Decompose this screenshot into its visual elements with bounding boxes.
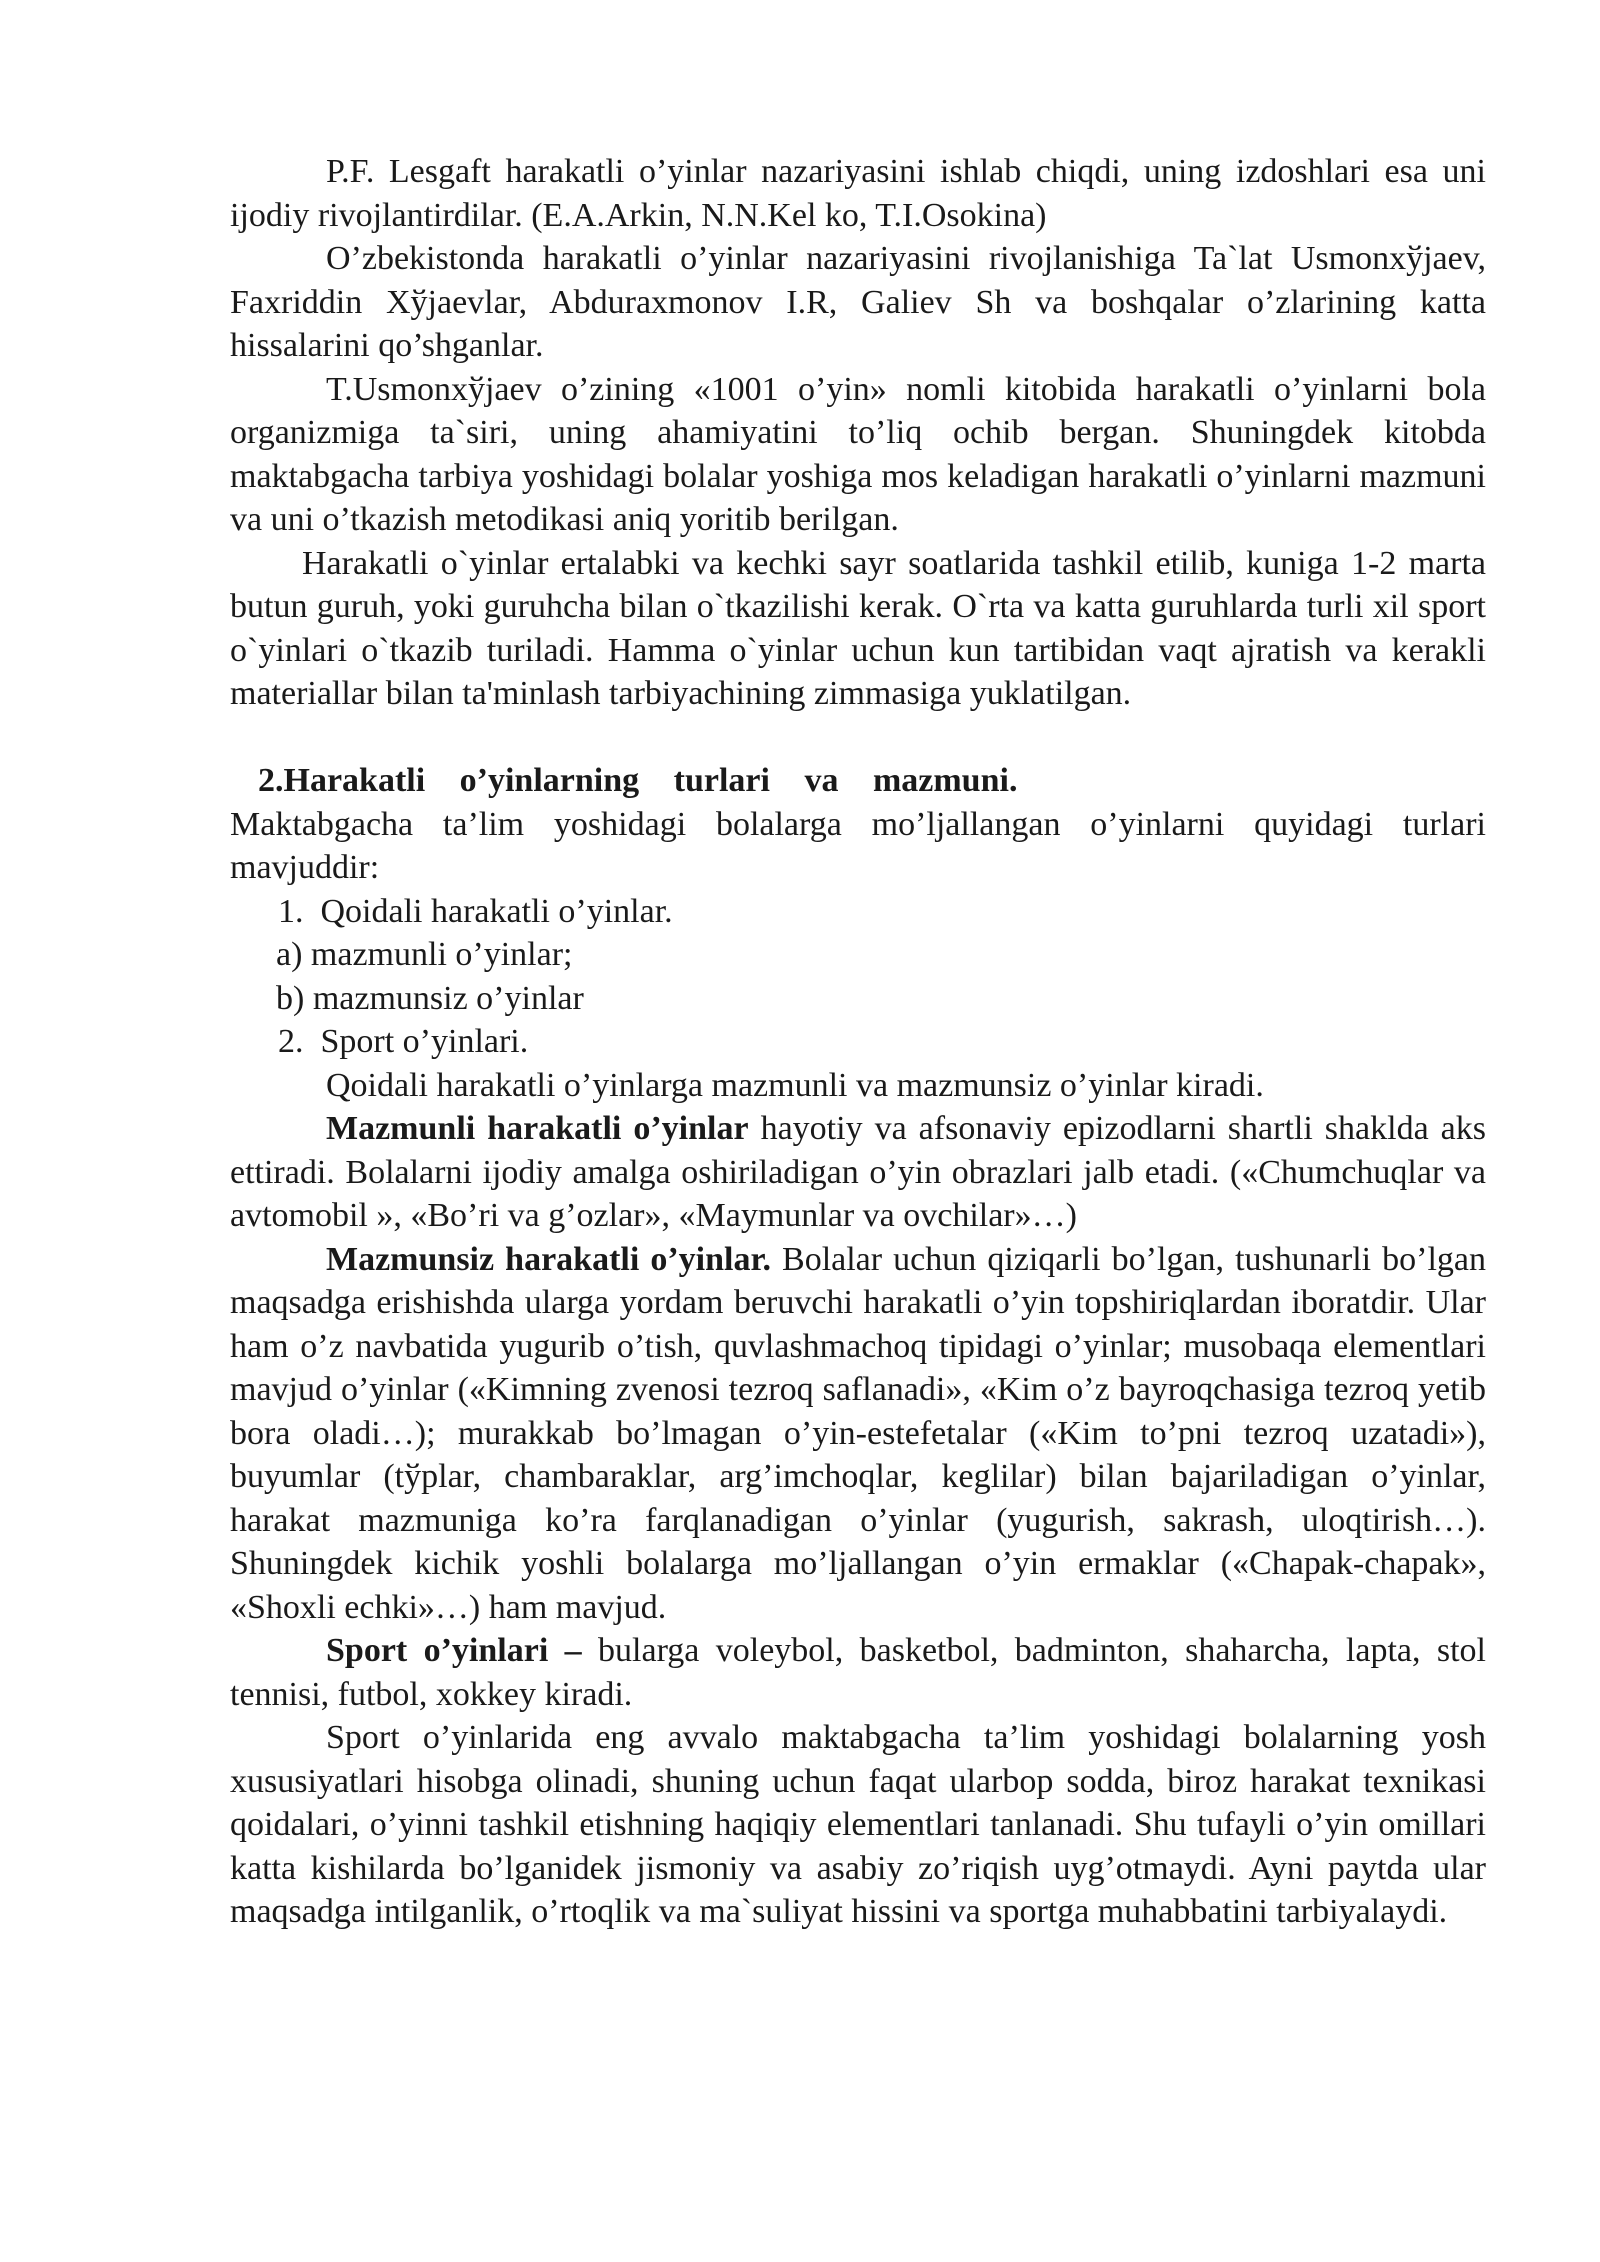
blank-line [230, 716, 1486, 760]
list-text: Qoidali harakatli o’yinlar. [320, 892, 673, 930]
paragraph-usmonxojaev-book: T.Usmonxўjaev o’zining «1001 o’yin» nomli kitobida harakatli o’yinlarni bola organizmiga ta`siri, uning ahamiyatini to’liq ochib bergan. Shuningdek kitobda maktabgacha tarbiya yoshidagi bolalar yoshiga mos keladigan harakatli o’yinlarni mazmuni va uni o’tkazish metodikasi aniq yoritib berilgan. [230, 370, 1486, 538]
list-marker: 2. [278, 1023, 304, 1060]
paragraph-mazmunsiz [230, 1238, 1486, 1630]
paragraph-qoidali: Qoidali harakatli o’yinlarga mazmunli va mazmunsiz o’yinlar kiradi. [326, 1066, 1264, 1104]
mazmunli-text: hayotiy va afsonaviy epizodlarni shartli shakldа aks ettiradi. Bolalarni ijodiy amalga oshiriladigan o’yin obrazlari jalb etadi. («Chumchuqlar va avtomobil », «Bo’ri va g’ozlar», «Maymunlar va ovchilar»…) [230, 1110, 1486, 1234]
list-text: mazmunsiz o’yinlar [312, 979, 584, 1017]
paragraph-sport-features: Sport o’yinlarida eng avvalo maktabgacha ta’lim yoshidagi bolalarning yosh xususiyatlari hisobga olinadi, shuning uchun faqat ularbop sodda, biroz harakat texnikasi qoidalari, o’yinni tashkil etishning haqiqiy elementlari tanlanadi. Shu tufayli o’yin omillari katta kishilarda bo’lganidek jismoniy va asabiy zo’riqish uyg’otmaydi. Ayni paytda ular maqsadga intilganlik, o’rtoqlik va ma`suliyat hissini va sportga muhabbatini tarbiyalaydi. [230, 1719, 1486, 1930]
list-item [230, 1020, 1486, 1064]
paragraph-sport [230, 1629, 1486, 1716]
paragraph-mazmunli [230, 1107, 1486, 1238]
section-intro: Maktabgacha ta’lim yoshidagi bolalarga mo’ljallangan o’yinlarni quyidagi turlari mavjuddir: [230, 805, 1486, 886]
paragraph-lesgaft: P.F. Lesgaft harakatli o’yinlar nazariyasini ishlab chiqdi, uning izdoshlari esa uni ijodiy rivojlantirdilar. (E.A.Arkin, N.N.Kel ko, T.I.Osokina) [230, 153, 1486, 234]
term-mazmunli: Mazmunli harakatli o’yinlar [326, 1110, 749, 1147]
list-marker: a) [276, 936, 303, 973]
list-item [230, 933, 1486, 977]
list-text: mazmunli o’yinlar; [310, 936, 573, 973]
term-mazmunsiz: Mazmunsiz harakatli o’yinlar. [326, 1240, 771, 1278]
paragraph-uzbekistan-theory: O’zbekistonda harakatli o’yinlar nazariyasini rivojlanishiga Ta`lat Usmonxўjaev, Faxriddin Xўjaevlar, Abduraxmonov I.R, Galiev Sh va boshqalar o’zlarining katta hissalarini qo’shganlar. [230, 240, 1486, 364]
term-sport: Sport o’yinlari – [326, 1632, 582, 1669]
list-marker: 1. [278, 892, 304, 930]
list-text: Sport o’yinlari. [320, 1023, 529, 1060]
sport-text: bularga voleybol, basketbol, badminton, shaharcha, lapta, stol tennisi, futbol, xokkey kiradi. [230, 1632, 1486, 1713]
list-item [230, 890, 1486, 934]
section-heading: 2.Harakatli o’yinlarning turlari va mazmuni. [258, 762, 1018, 799]
document-page [230, 150, 1486, 1934]
paragraph-daily-games: Harakatli o`yinlar ertalabki va kechki sayr soatlarida tashkil etilib, kuniga 1-2 marta butun guruh, yoki guruhcha bilan o`tkazilishi kerak. O`rta va katta guruhlarda turli xil sport o`yinlari o`tkazib turiladi. Hamma o`yinlar uchun kun tartibidan vaqt ajratish va kerakli materiallar bilan ta'minlash tarbiyachining zimmasiga yuklatilgan. [230, 544, 1486, 712]
mazmunsiz-text: Bolalar uchun qiziqarli bo’lgan, tushunarli bo’lgan maqsadga erishishda ularga yordam beruvchi harakatli o’yin topshiriqlardan iboratdir. Ular ham o’z navbatida yugurib o’tish, quvlashmachoq tipidagi o’yinlar; musobaqa elementlari mavjud o’yinlar («Kimning zvenosi tezroq saflanadi», «Kim o’z bayroqchasiga tezroq yetib bora oladi…); murakkab bo’lmagan o’yin-estefetalar («Kim to’pni tezroq uzatadi»), buyumlar (tўplar, chambaraklar, arg’imchoqlar, keglilar) bilan bajariladigan o’yinlar, harakat mazmuniga ko’ra farqlanadigan o’yinlar (yugurish, sakrash, uloqtirish…). Shuningdek kichik yoshli bolalarga mo’ljallangan o’yin ermaklar («Chapak-chapak», «Shoxli echki»…) ham mavjud. [230, 1240, 1487, 1626]
list-marker: b) [276, 979, 305, 1017]
list-item [230, 977, 1486, 1021]
